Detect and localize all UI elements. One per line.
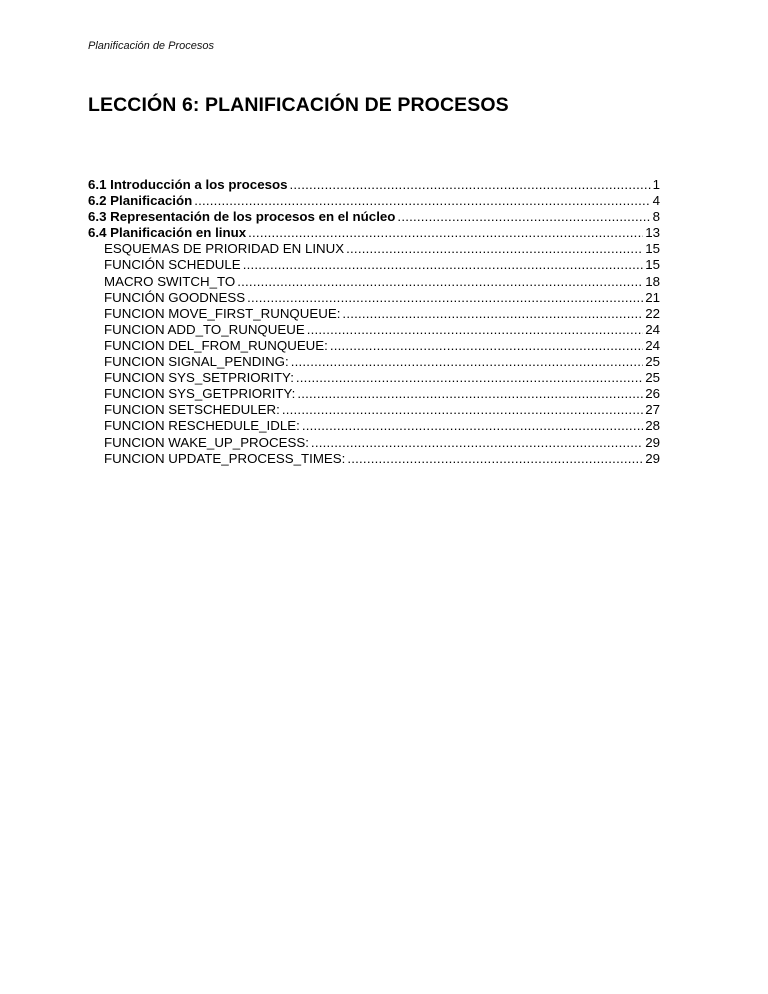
toc-entry-label: FUNCIÓN GOODNESS xyxy=(104,289,246,305)
running-header: Planificación de Procesos xyxy=(88,40,214,52)
toc-entry[interactable] xyxy=(88,225,660,241)
toc-entry-label: FUNCION WAKE_UP_PROCESS: xyxy=(104,434,309,450)
toc-page-number: 1 xyxy=(652,177,660,192)
toc-entry-label: FUNCION DEL_FROM_RUNQUEUE: xyxy=(104,337,328,353)
toc-dot-leader xyxy=(297,386,643,402)
toc-entry[interactable] xyxy=(88,370,660,386)
toc-dot-leader xyxy=(296,370,643,386)
toc-dot-leader xyxy=(237,274,643,290)
toc-entry[interactable] xyxy=(88,241,660,257)
toc-dot-leader xyxy=(282,402,643,418)
toc-entry-label: FUNCION SYS_SETPRIORITY: xyxy=(104,370,294,386)
toc-entry-label: 6.3 Representación de los procesos en el núcleo xyxy=(88,209,396,225)
toc-dot-leader xyxy=(347,451,643,467)
toc-page-number: 24 xyxy=(645,321,660,337)
toc-dot-leader xyxy=(307,322,643,338)
toc-page-number: 25 xyxy=(645,354,660,370)
toc-dot-leader xyxy=(247,290,643,306)
toc-entry[interactable] xyxy=(88,322,660,338)
toc-dot-leader xyxy=(248,225,643,241)
toc-entry-label: ESQUEMAS DE PRIORIDAD EN LINUX xyxy=(104,241,345,257)
toc-page-number: 18 xyxy=(645,273,660,289)
toc-dot-leader xyxy=(290,177,651,193)
toc-page-number: 15 xyxy=(645,241,660,257)
toc-entry[interactable] xyxy=(88,193,660,209)
toc-entry-label: FUNCION RESCHEDULE_IDLE: xyxy=(104,418,300,434)
toc-dot-leader xyxy=(311,435,643,451)
toc-dot-leader xyxy=(342,306,643,322)
toc-dot-leader xyxy=(346,241,643,257)
toc-page-number: 22 xyxy=(645,305,660,321)
toc-entry[interactable] xyxy=(88,290,660,306)
document-title: LECCIÓN 6: PLANIFICACIÓN DE PROCESOS xyxy=(88,94,509,116)
toc-page-number: 25 xyxy=(645,370,660,386)
toc-entry[interactable] xyxy=(88,338,660,354)
toc-page-number: 8 xyxy=(652,209,660,225)
toc-page-number: 4 xyxy=(652,193,660,209)
toc-page-number: 29 xyxy=(645,450,660,466)
toc-entry-label: FUNCION SETSCHEDULER: xyxy=(104,402,280,418)
toc-entry[interactable] xyxy=(88,306,660,322)
toc-entry[interactable] xyxy=(88,418,660,434)
toc-dot-leader xyxy=(243,257,644,273)
toc-dot-leader xyxy=(330,338,643,354)
toc-entry[interactable] xyxy=(88,274,660,290)
toc-dot-leader xyxy=(291,354,643,370)
toc-dot-leader xyxy=(302,418,643,434)
toc-entry-label: FUNCION UPDATE_PROCESS_TIMES: xyxy=(104,450,346,466)
toc-entry-label: FUNCION ADD_TO_RUNQUEUE xyxy=(104,321,305,337)
toc-entry[interactable] xyxy=(88,257,660,273)
toc-page-number: 24 xyxy=(645,337,660,353)
toc-page-number: 15 xyxy=(645,257,660,273)
toc-entry[interactable] xyxy=(88,435,660,451)
toc-page-number: 13 xyxy=(645,225,660,241)
toc-entry[interactable] xyxy=(88,177,660,193)
toc-entry-label: 6.2 Planificación xyxy=(88,193,193,209)
toc-entry[interactable] xyxy=(88,402,660,418)
toc-entry-label: FUNCIÓN SCHEDULE xyxy=(104,257,241,273)
toc-dot-leader xyxy=(194,193,650,209)
toc-entry-label: MACRO SWITCH_TO xyxy=(104,273,236,289)
toc-entry[interactable] xyxy=(88,386,660,402)
toc-page-number: 26 xyxy=(645,386,660,402)
toc-page-number: 28 xyxy=(645,418,660,434)
toc-page-number: 27 xyxy=(645,402,660,418)
toc-entry-label: 6.1 Introducción a los procesos xyxy=(88,177,288,192)
toc-entry-label: FUNCION SIGNAL_PENDING: xyxy=(104,354,289,370)
toc-entry[interactable] xyxy=(88,451,660,467)
toc-dot-leader xyxy=(397,209,650,225)
toc-entry[interactable] xyxy=(88,209,660,225)
toc-entry-label: 6.4 Planificación en linux xyxy=(88,225,247,241)
table-of-contents xyxy=(88,177,660,467)
toc-page-number: 21 xyxy=(645,289,660,305)
toc-entry-label: FUNCION MOVE_FIRST_RUNQUEUE: xyxy=(104,305,341,321)
toc-entry[interactable] xyxy=(88,354,660,370)
toc-entry-label: FUNCION SYS_GETPRIORITY: xyxy=(104,386,296,402)
toc-page-number: 29 xyxy=(645,434,660,450)
